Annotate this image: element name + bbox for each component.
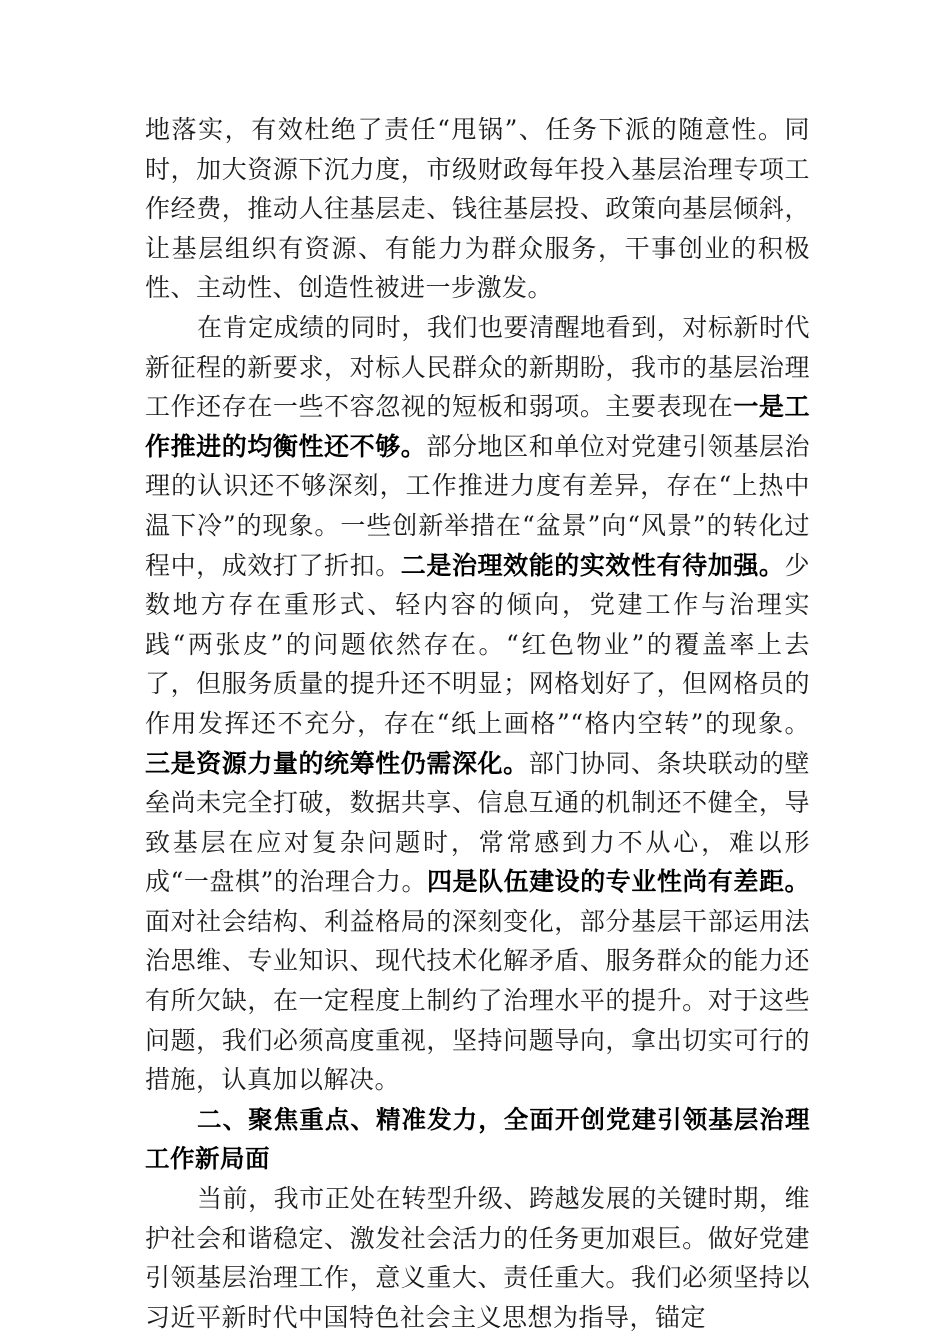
paragraph-current-period: [145, 1179, 810, 1337]
shortcomings-intro: 在肯定成绩的同时，我们也要清醒地看到，对标新时代新征程的新要求，对标人民群众的新期盼，我市的基层治理工作还存在一些不容忽视的短板和弱项。主要表现在: [145, 312, 810, 422]
point1-text: 部分地区和单位对党建引领基层治理的认识还不够深刻，工作推进力度有差异，存在“上热中温下冷”的现象。一些创新举措在“盆景”向“风景”的转化过程中，成效打了折扣。: [145, 431, 810, 580]
document-body: [145, 110, 810, 1337]
section-heading-2: 二、聚焦重点、精准发力，全面开创党建引领基层治理工作新局面: [145, 1104, 810, 1174]
point2-text: 少数地方存在重形式、轻内容的倾向，党建工作与治理实践“两张皮”的问题依然存在。“红色物业”的覆盖率上去了，但服务质量的提升还不明显；网格划好了，但网格员的作用发挥还不充分，存在“纸上画格”“格内空转”的现象。: [145, 550, 810, 738]
point2-title: 二是治理效能的实效性有待加强。: [400, 550, 785, 580]
paragraph-shortcomings: [145, 308, 810, 1100]
paragraph-current-period-text: 当前，我市正处在转型升级、跨越发展的关键时期，维护社会和谐稳定、激发社会活力的任务更加艰巨。做好党建引领基层治理工作，意义重大、责任重大。我们必须坚持以习近平新时代中国特色社会主义思想为指导，锚定: [145, 1184, 810, 1332]
paragraph-resources-text: 地落实，有效杜绝了责任“甩锅”、任务下派的随意性。同时，加大资源下沉力度，市级财政每年投入基层治理专项工作经费，推动人往基层走、钱往基层投、政策向基层倾斜，让基层组织有资源、有能力为群众服务，干事创业的积极性、主动性、创造性被进一步激发。: [145, 115, 810, 303]
point1-title: 一是工作推进的均衡性还不够。: [145, 392, 810, 461]
point4-title: 四是队伍建设的专业性尚有差距。: [427, 867, 810, 897]
point3-text: 部门协同、条块联动的壁垒尚未完全打破，数据共享、信息互通的机制还不健全，导致基层在应对复杂问题时，常常感到力不从心，难以形成“一盘棋”的治理合力。: [145, 748, 810, 897]
paragraph-resources: [145, 110, 810, 308]
point4-text: 面对社会结构、利益格局的深刻变化，部分基层干部运用法治思维、专业知识、现代技术化解矛盾、服务群众的能力还有所欠缺，在一定程度上制约了治理水平的提升。对于这些问题，我们必须高度重视，坚持问题导向，拿出切实可行的措施，认真加以解决。: [145, 906, 810, 1095]
point3-title: 三是资源力量的统筹性仍需深化。: [145, 748, 529, 778]
